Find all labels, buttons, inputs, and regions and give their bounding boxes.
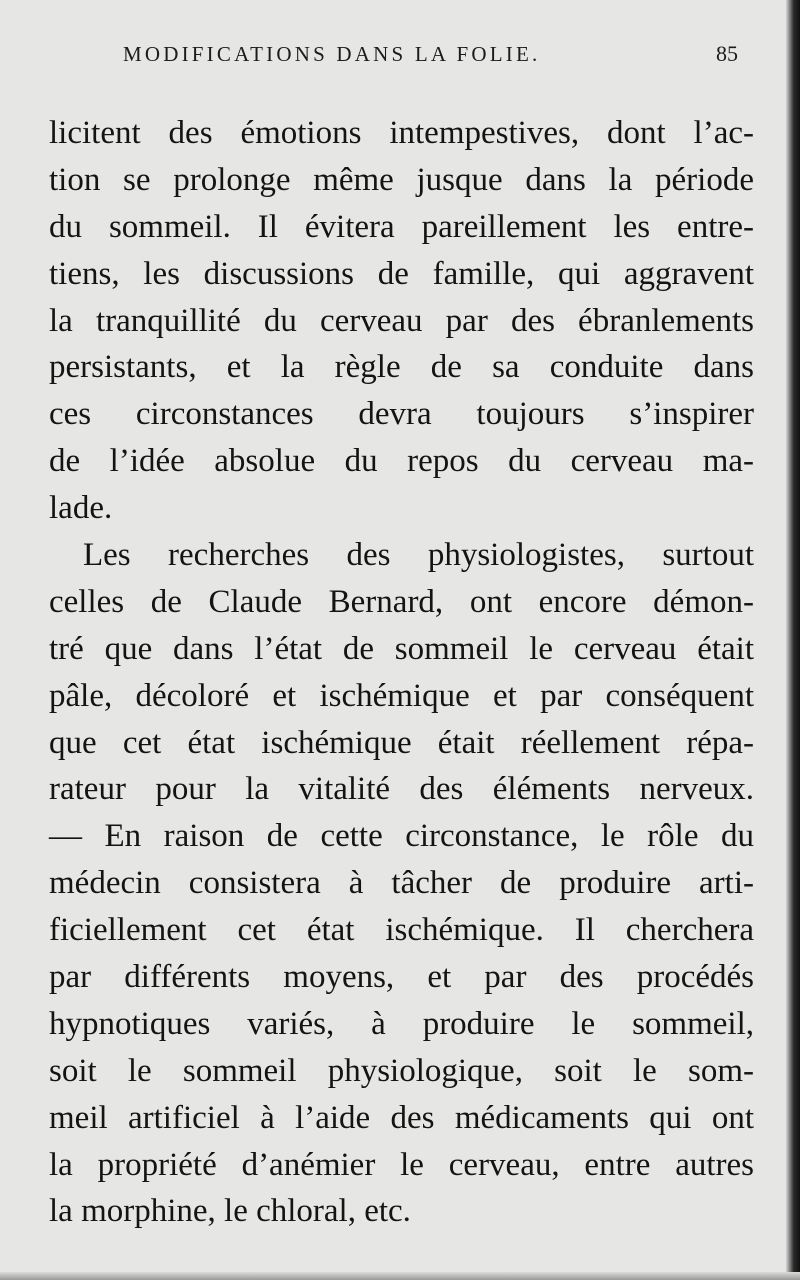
body-text: [49, 110, 754, 1235]
text-line: que cet état ischémique était réellement répa-: [49, 724, 754, 761]
text-line: pâle, décoloré et ischémique et par conséquent: [49, 677, 754, 714]
text-line: de l’idée absolue du repos du cerveau ma-: [49, 443, 754, 480]
text-line: meil artificiel à l’aide des médicaments qui ont: [49, 1099, 754, 1136]
text-line: — En raison de cette circonstance, le rôle du: [49, 818, 754, 855]
page-edge-shadow: [786, 0, 800, 1280]
text-line: celles de Claude Bernard, ont encore démon-: [49, 583, 754, 620]
text-line: ficiellement cet état ischémique. Il cherchera: [49, 912, 754, 949]
running-title: MODIFICATIONS DANS LA FOLIE.: [123, 42, 541, 66]
text-line: tiens, les discussions de famille, qui aggravent: [49, 255, 754, 292]
text-line: rateur pour la vitalité des éléments nerveux.: [49, 771, 754, 808]
text-line: tré que dans l’état de sommeil le cerveau était: [49, 630, 754, 667]
page-number: 85: [716, 41, 738, 66]
text-line: la propriété d’anémier le cerveau, entre autres: [49, 1146, 754, 1183]
page-bottom-edge: [0, 1272, 800, 1280]
text-line: la tranquillité du cerveau par des ébranlements: [49, 302, 754, 339]
text-line: du sommeil. Il évitera pareillement les entre-: [49, 208, 754, 245]
text-line: tion se prolonge même jusque dans la période: [49, 161, 754, 198]
text-line: par différents moyens, et par des procédés: [49, 959, 754, 996]
page-header: [0, 36, 800, 76]
text-line: ces circonstances devra toujours s’inspirer: [49, 396, 754, 433]
text-line: hypnotiques variés, à produire le sommeil,: [49, 1005, 754, 1042]
text-line: lade.: [49, 490, 113, 527]
text-line: la morphine, le chloral, etc.: [49, 1193, 411, 1230]
text-line: persistants, et la règle de sa conduite dans: [49, 349, 754, 386]
text-line: soit le sommeil physiologique, soit le som-: [49, 1052, 754, 1089]
text-line: licitent des émotions intempestives, dont l’ac-: [49, 115, 754, 151]
text-line: médecin consistera à tâcher de produire arti-: [49, 865, 754, 902]
text-line: Les recherches des physiologistes, surtout: [83, 537, 754, 574]
